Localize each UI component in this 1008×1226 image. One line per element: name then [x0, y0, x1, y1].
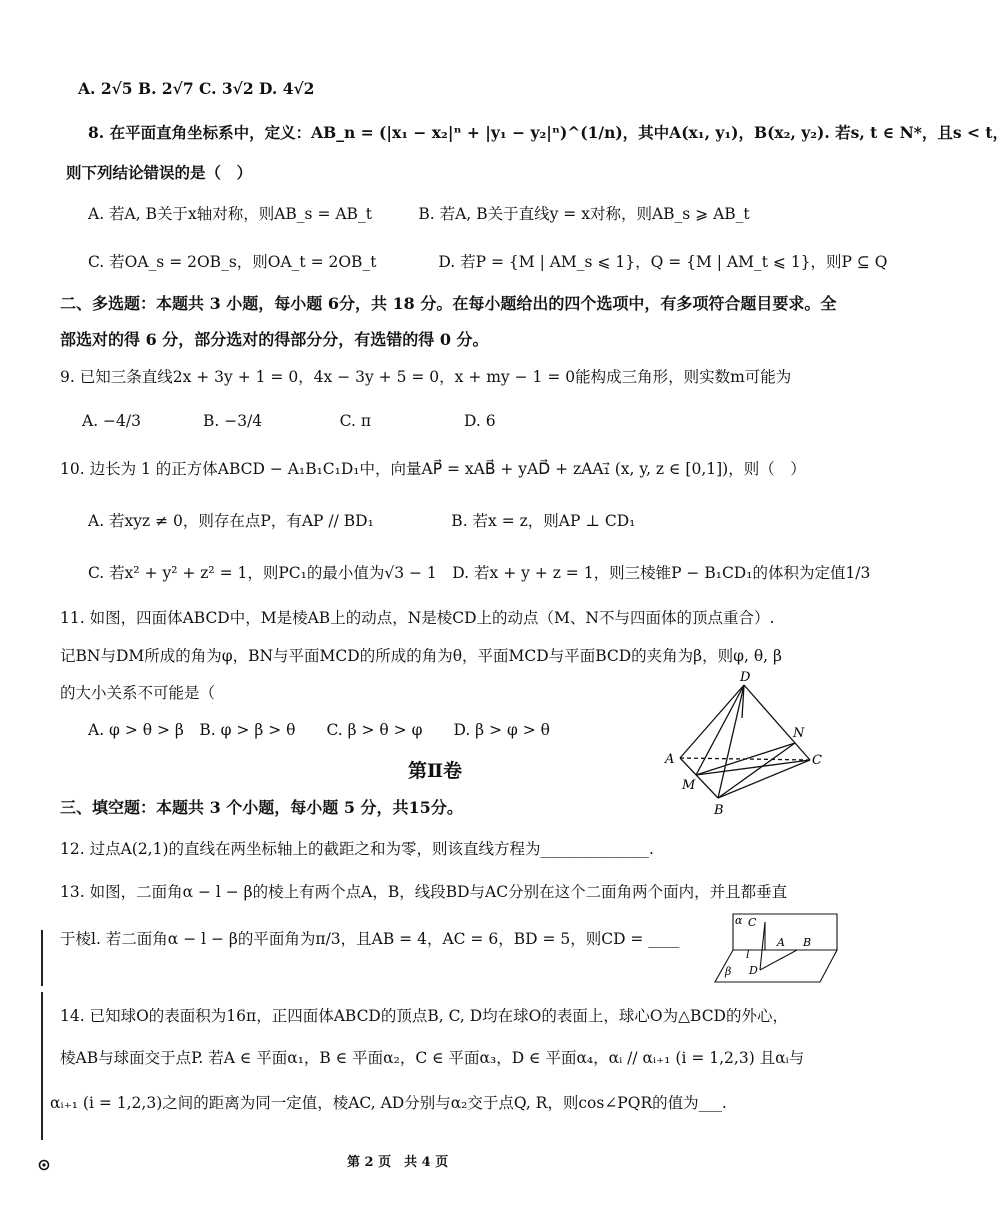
- plane-label-beta: β: [725, 965, 732, 978]
- edge-label-l: l: [746, 948, 750, 961]
- point-label-a: A: [777, 936, 785, 949]
- q8-stem: 8. 在平面直角坐标系中，定义：AB_n = (|x₁ − x₂|ⁿ + |y₁ − y₂|ⁿ)^(1/n)，其中A(x₁, y₁)，B(x₂, y₂). 若s, t ∈ N*，且s < t，: [88, 123, 1008, 142]
- point-label-n: N: [793, 726, 805, 741]
- segment-cd: [760, 922, 765, 970]
- q11-options: A. φ > θ > β B. φ > β > θ C. β > θ > φ D. β > φ > θ: [88, 721, 550, 739]
- q8-options-cd: C. 若OA_s = 2OB_s，则OA_t = 2OB_t D. 若P = {M | AM_s ⩽ 1}，Q = {M | AM_t ⩽ 1}，则P ⊆ Q: [88, 253, 888, 271]
- point-label-b: B: [803, 936, 812, 949]
- q8-stem-continued: 则下列结论错误的是（ ）: [66, 163, 253, 182]
- vertex-label-b: B: [714, 803, 724, 818]
- q13-line1: 13. 如图，二面角α − l − β的棱上有两个点A，B，线段BD与AC分别在这个二面角两个面内，并且都垂直: [60, 883, 788, 901]
- q14-line2: 棱AB与球面交于点P. 若A ∈ 平面α₁，B ∈ 平面α₂，C ∈ 平面α₃，D ∈ 平面α₄，αᵢ // αᵢ₊₁ (i = 1,2,3) 且αᵢ与: [60, 1049, 805, 1067]
- q11-tetrahedron-figure: [660, 670, 840, 818]
- edge-db: [718, 685, 744, 798]
- segment-bd: [760, 950, 797, 970]
- q13-dihedral-figure: [715, 912, 845, 984]
- vertex-label-d: D: [740, 670, 751, 685]
- q11-stem-line2: 记BN与DM所成的角为φ，BN与平面MCD的所成的角为θ，平面MCD与平面BCD的夹角为β，则φ, θ, β: [60, 647, 782, 665]
- point-label-d: D: [749, 964, 758, 977]
- q11-stem-line1: 11. 如图，四面体ABCD中，M是棱AB上的动点，N是棱CD上的动点（M、N不与四面体的顶点重合）.: [60, 609, 775, 627]
- point-label-c: C: [748, 916, 757, 929]
- vertex-label-a: A: [665, 752, 675, 767]
- q10-stem: 10. 边长为 1 的正方体ABCD − A₁B₁C₁D₁中，向量AP⃗ = xAB⃗ + yAD⃗ + zAA₁⃗ (x, y, z ∈ [0,1])，则（ ）: [60, 460, 806, 478]
- q10-options-cd: C. 若x² + y² + z² = 1，则PC₁的最小值为√3 − 1 D. 若x + y + z = 1，则三棱锥P − B₁CD₁的体积为定值1/3: [88, 564, 871, 582]
- margin-bar-lower: [41, 992, 43, 1140]
- q9-stem: 9. 已知三条直线2x + 3y + 1 = 0，4x − 3y + 5 = 0，x + my − 1 = 0能构成三角形，则实数m可能为: [60, 368, 792, 386]
- page-footer: 第 2 页 共 4 页: [347, 1155, 449, 1170]
- q12-text: 12. 过点A(2,1)的直线在两坐标轴上的截距之和为零，则该直线方程为______________.: [60, 840, 654, 858]
- margin-bar-upper: [41, 930, 43, 986]
- section3-heading: 三、填空题：本题共 3 个小题，每小题 5 分，共15分。: [60, 798, 463, 817]
- q7-options: A. 2√5 B. 2√7 C. 3√2 D. 4√2: [78, 79, 315, 98]
- vertex-label-c: C: [812, 753, 822, 768]
- section2-heading: 二、多选题：本题共 3 小题，每小题 6分，共 18 分。在每小题给出的四个选项中，有多项符合题目要求。全: [60, 294, 837, 313]
- q14-line3: αᵢ₊₁ (i = 1,2,3)之间的距离为同一定值，棱AC, AD分别与α₂交于点Q, R，则cos∠PQR的值为___.: [50, 1094, 727, 1112]
- plane-label-alpha: α: [735, 914, 743, 927]
- q10-options-ab: A. 若xyz ≠ 0，则存在点P，有AP // BD₁ B. 若x = z，则AP ⊥ CD₁: [88, 512, 636, 530]
- edge-da: [680, 685, 744, 758]
- q9-options: A. −4/3 B. −3/4 C. π D. 6: [82, 412, 496, 430]
- section2-heading-continued: 部选对的得 6 分，部分选对的得部分分，有选错的得 0 分。: [60, 330, 489, 349]
- q11-stem-line3: 的大小关系不可能是（: [60, 684, 216, 702]
- plane-beta: [715, 950, 837, 982]
- volume2-title: 第Ⅱ卷: [408, 760, 463, 782]
- point-label-m: M: [682, 778, 696, 793]
- q13-line2: 于棱l. 若二面角α − l − β的平面角为π/3，且AB = 4，AC = 6，BD = 5，则CD = ____: [60, 930, 680, 948]
- binding-hole-icon: [38, 1159, 50, 1171]
- q8-options-ab: A. 若A, B关于x轴对称，则AB_s = AB_t B. 若A, B关于直线y = x对称，则AB_s ⩾ AB_t: [88, 205, 750, 223]
- q14-line1: 14. 已知球O的表面积为16π，正四面体ABCD的顶点B, C, D均在球O的表面上，球心O为△BCD的外心，: [60, 1007, 788, 1025]
